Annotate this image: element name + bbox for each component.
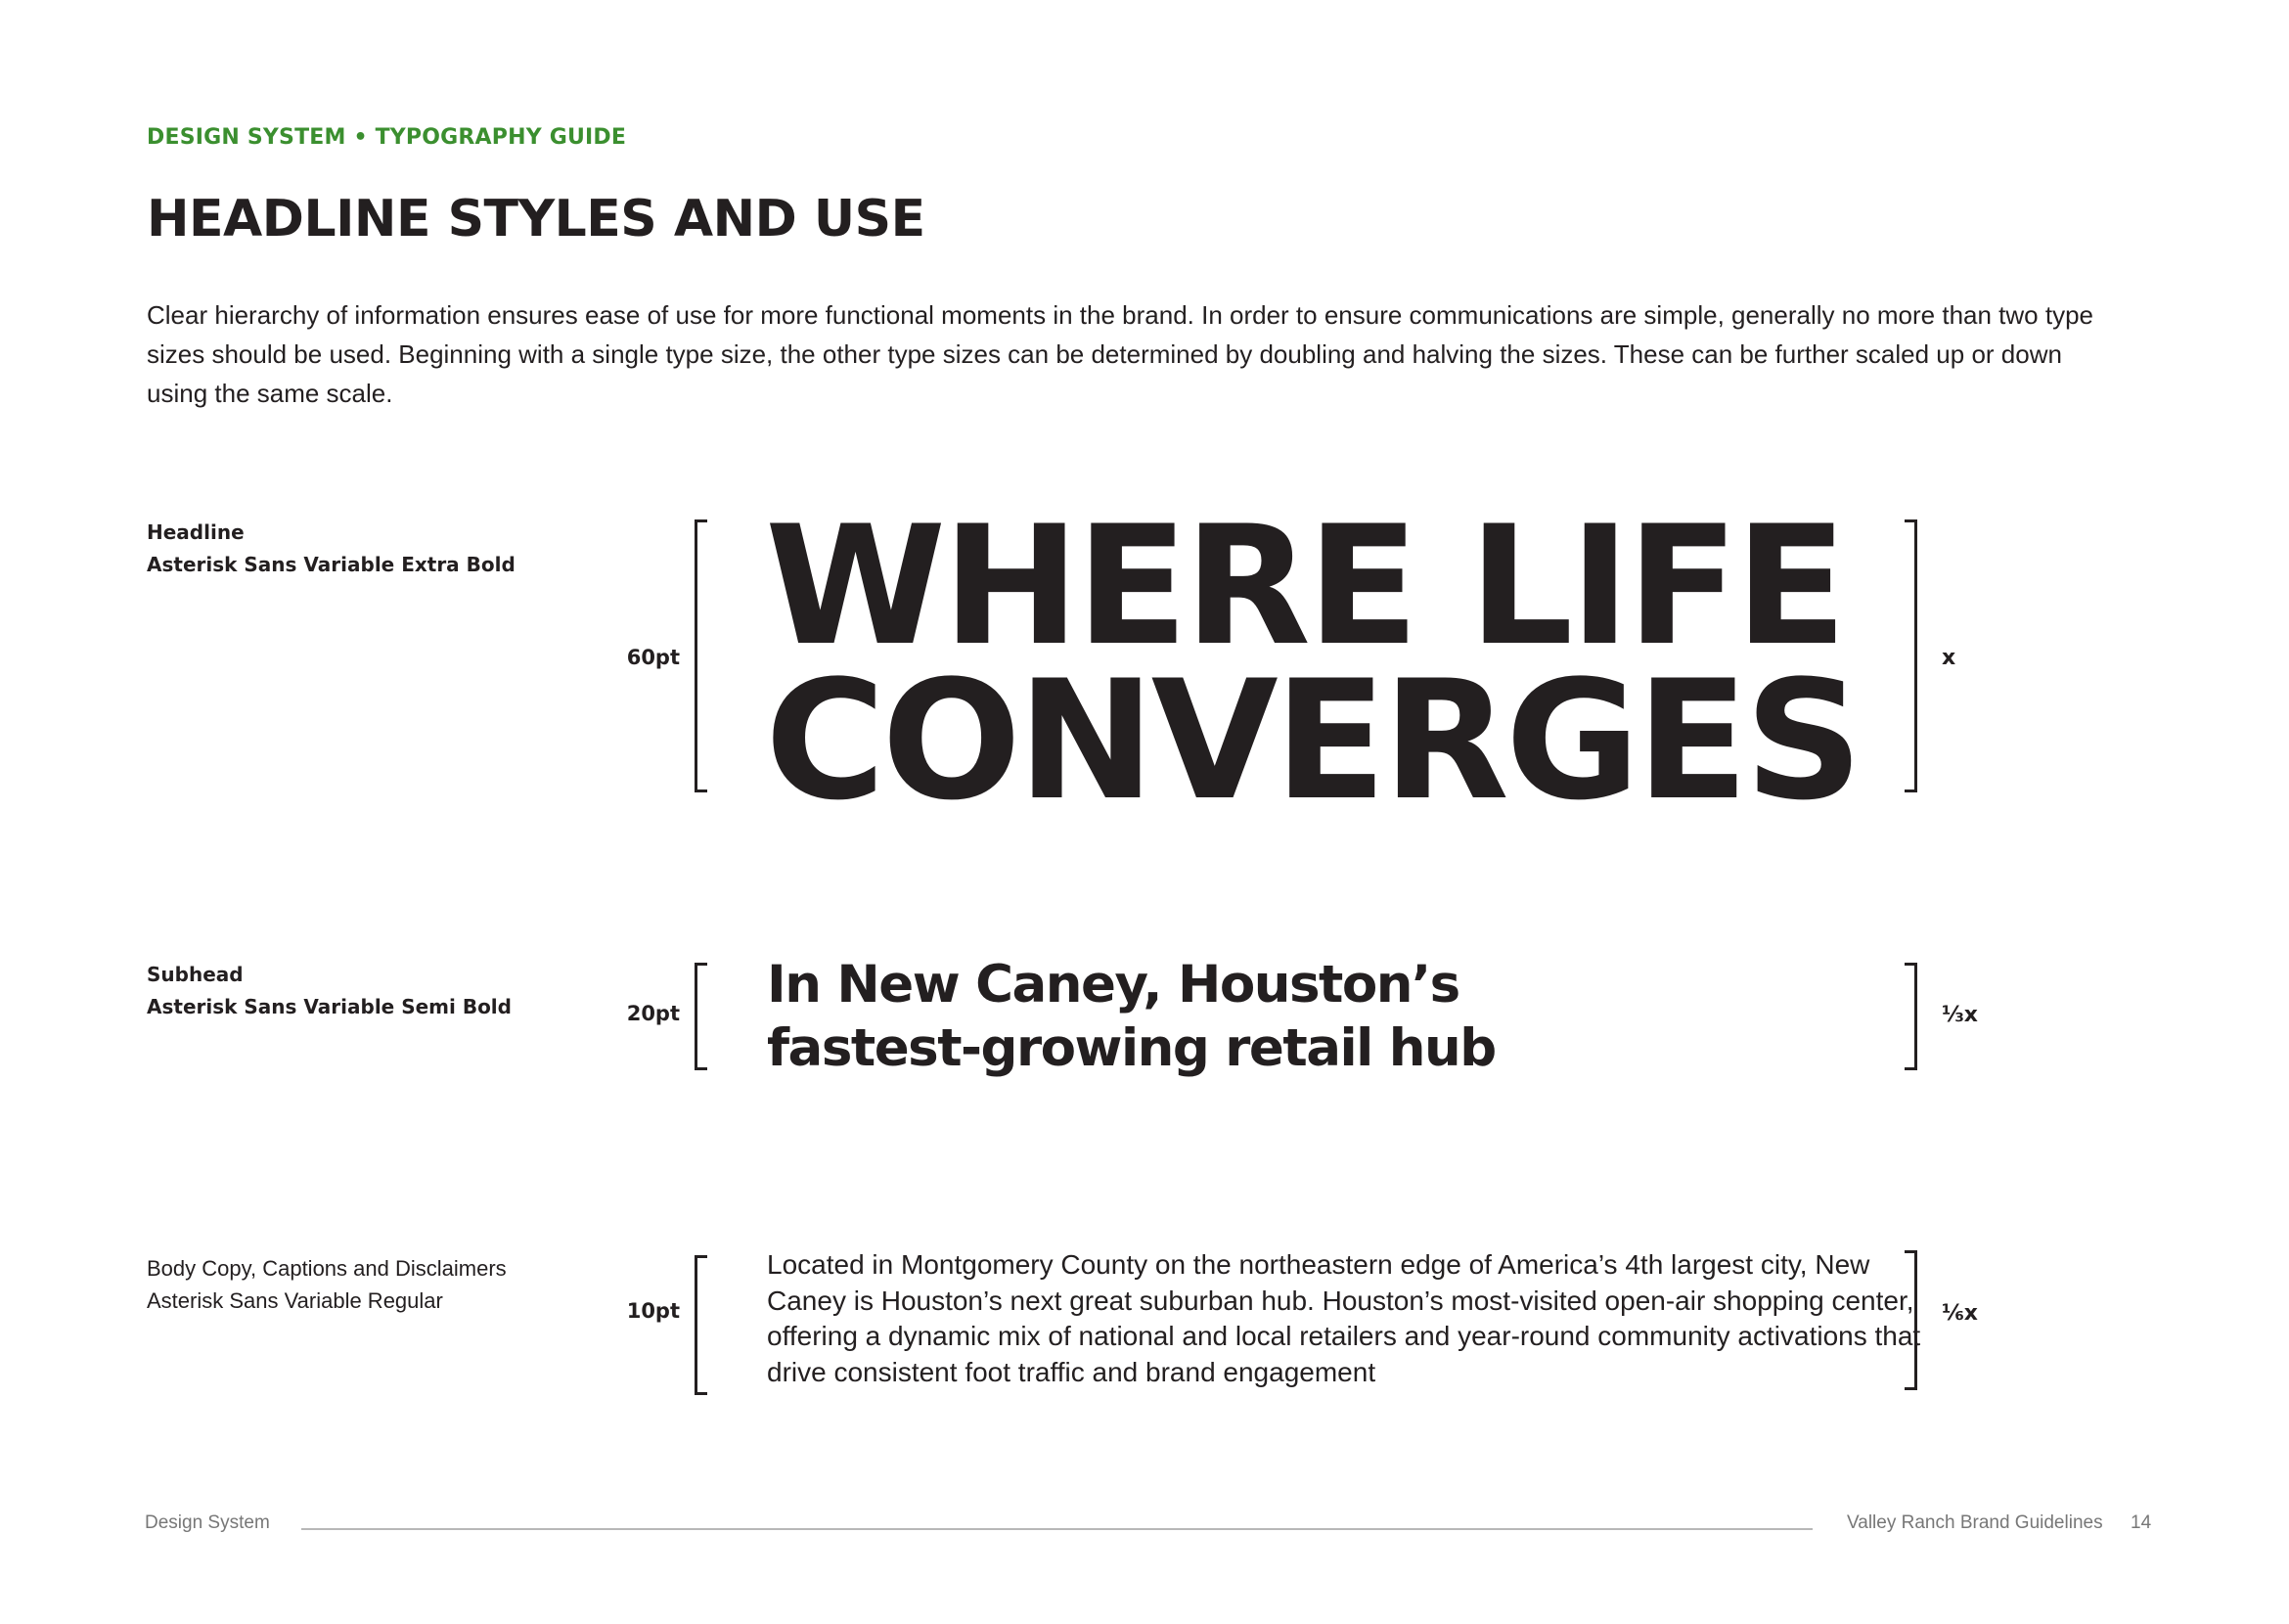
footer-page-number: 14 xyxy=(2131,1512,2152,1533)
subhead-style-name: Subhead xyxy=(147,963,244,986)
headline-scale-label: x xyxy=(1942,646,1956,670)
subhead-left-bracket xyxy=(695,963,707,1070)
footer-section-label: Design System xyxy=(145,1512,270,1533)
headline-style-name: Headline xyxy=(147,520,245,544)
body-right-bracket xyxy=(1905,1250,1917,1390)
section-eyebrow: DESIGN SYSTEM • TYPOGRAPHY GUIDE xyxy=(147,125,627,150)
headline-size-label: 60pt xyxy=(626,646,680,669)
subhead-size-label: 20pt xyxy=(626,1002,680,1025)
headline-sample-line-2: CONVERGES xyxy=(765,645,1860,836)
footer-document-title: Valley Ranch Brand Guidelines xyxy=(1847,1512,2103,1533)
subhead-font-name: Asterisk Sans Variable Semi Bold xyxy=(147,995,512,1018)
subhead-sample xyxy=(767,953,1496,1080)
body-size-label: 10pt xyxy=(626,1299,680,1323)
headline-font-name: Asterisk Sans Variable Extra Bold xyxy=(147,553,516,576)
headline-left-bracket xyxy=(695,519,707,792)
headline-right-bracket xyxy=(1905,519,1917,792)
page-title: HEADLINE STYLES AND USE xyxy=(147,190,925,248)
headline-sample xyxy=(765,490,1860,836)
subhead-right-bracket xyxy=(1905,963,1917,1070)
intro-paragraph: Clear hierarchy of information ensures ease of use for more functional moments in the brand. In order to ensure communications are simple, generally no more than two type sizes should be used. Beginning with a single type size, the other type sizes can be determined by doubling and halving the sizes. These can be further scaled up or down using the same scale. xyxy=(147,300,2094,408)
body-left-bracket xyxy=(695,1255,707,1395)
subhead-scale-label: ⅓x xyxy=(1942,1003,1978,1027)
footer-divider xyxy=(301,1528,1813,1530)
body-font-name: Asterisk Sans Variable Regular xyxy=(147,1288,443,1313)
body-style-name: Body Copy, Captions and Disclaimers xyxy=(147,1256,507,1281)
headline-sample-line-1: WHERE LIFE xyxy=(765,490,1844,682)
body-sample: Located in Montgomery County on the northeastern edge of America’s 4th largest city, New Caney is Houston’s next great suburban hub. Houston’s most-visited open-air shopping center, offering a dynamic mix of national and local retailers and year-round community activations that drive consistent foot traffic and brand engagement xyxy=(767,1249,1921,1387)
subhead-sample-line-2: fastest-growing retail hub xyxy=(767,1018,1496,1078)
body-scale-label: ⅙x xyxy=(1942,1301,1978,1326)
subhead-sample-line-1: In New Caney, Houston’s xyxy=(767,955,1459,1015)
